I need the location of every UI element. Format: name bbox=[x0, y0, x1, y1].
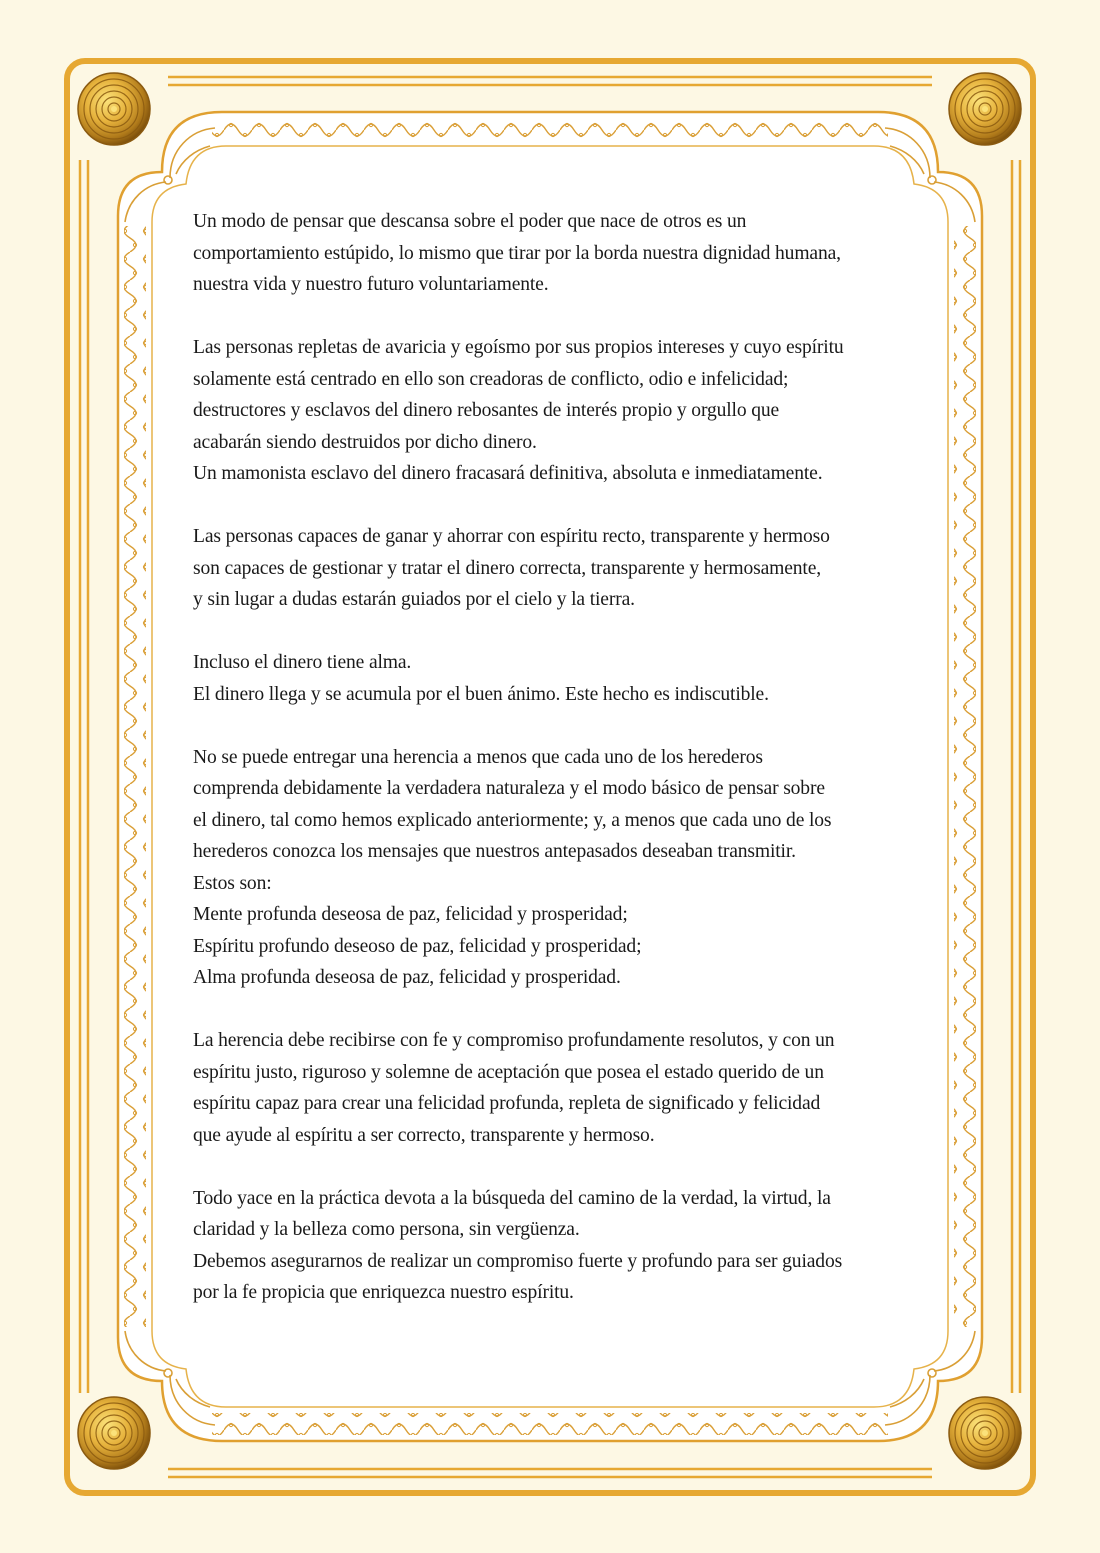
text-line: nuestra vida y nuestro futuro voluntariamente. bbox=[193, 274, 549, 295]
paragraph-1 bbox=[193, 206, 953, 301]
paragraph-4 bbox=[193, 647, 953, 710]
text-line: espíritu justo, riguroso y solemne de aceptación que posea el estado querido de un bbox=[193, 1061, 824, 1083]
text-line: claridad y la belleza como persona, sin vergüenza. bbox=[193, 1219, 580, 1240]
text-line: Un mamonista esclavo del dinero fracasará definitiva, absoluta e inmediatamente. bbox=[193, 463, 823, 484]
text-line: Todo yace en la práctica devota a la búsqueda del camino de la verdad, la virtud, la bbox=[193, 1187, 831, 1209]
medallion-icon bbox=[78, 73, 150, 145]
paragraph-7 bbox=[193, 1183, 953, 1309]
paragraph-2 bbox=[193, 332, 953, 490]
text-line: Incluso el dinero tiene alma. bbox=[193, 652, 412, 673]
text-line: Estos son: bbox=[193, 872, 272, 894]
text-line: por la fe propicia que enriquezca nuestro espíritu. bbox=[193, 1282, 574, 1303]
medallion-icon bbox=[949, 1397, 1021, 1469]
paragraph-6 bbox=[193, 1025, 953, 1151]
text-line: y sin lugar a dudas estarán guiados por el cielo y la tierra. bbox=[193, 589, 635, 610]
text-line: La herencia debe recibirse con fe y compromiso profundamente resolutos, y con un bbox=[193, 1030, 835, 1051]
text-line: acabarán siendo destruidos por dicho dinero. bbox=[193, 431, 537, 453]
text-line: solamente está centrado en ello son creadoras de conflicto, odio e infelicidad; bbox=[193, 368, 789, 390]
text-line: Las personas repletas de avaricia y egoísmo por sus propios intereses y cuyo espíritu bbox=[193, 337, 844, 358]
text-line: Debemos asegurarnos de realizar un compromiso fuerte y profundo para ser guiados bbox=[193, 1250, 843, 1272]
text-line: espíritu capaz para crear una felicidad profunda, repleta de significado y felicidad bbox=[193, 1093, 821, 1114]
text-line: el dinero, tal como hemos explicado anteriormente; y, a menos que cada uno de los bbox=[193, 809, 832, 831]
text-line: Un modo de pensar que descansa sobre el poder que nace de otros es un bbox=[193, 211, 747, 232]
text-line: Mente profunda deseosa de paz, felicidad y prosperidad; bbox=[193, 904, 628, 925]
text-line: Espíritu profundo deseoso de paz, felicidad y prosperidad; bbox=[193, 935, 642, 957]
document-body bbox=[193, 206, 953, 1340]
text-line: herederos conozca los mensajes que nuestros antepasados deseaban transmitir. bbox=[193, 841, 796, 862]
text-line: Las personas capaces de ganar y ahorrar con espíritu recto, transparente y hermoso bbox=[193, 526, 830, 547]
medallion-icon bbox=[78, 1397, 150, 1469]
text-line: son capaces de gestionar y tratar el dinero correcta, transparente y hermosamente, bbox=[193, 557, 822, 579]
text-line: El dinero llega y se acumula por el buen ánimo. Este hecho es indiscutible. bbox=[193, 683, 769, 705]
paragraph-5 bbox=[193, 742, 953, 994]
text-line: No se puede entregar una herencia a menos que cada uno de los herederos bbox=[193, 746, 763, 768]
text-line: comportamiento estúpido, lo mismo que tirar por la borda nuestra dignidad humana, bbox=[193, 242, 841, 264]
medallion-icon bbox=[949, 73, 1021, 145]
text-line: Alma profunda deseosa de paz, felicidad y prosperidad. bbox=[193, 967, 621, 988]
text-line: que ayude al espíritu a ser correcto, transparente y hermoso. bbox=[193, 1124, 655, 1146]
text-line: destructores y esclavos del dinero rebosantes de interés propio y orgullo que bbox=[193, 400, 780, 421]
text-line: comprenda debidamente la verdadera naturaleza y el modo básico de pensar sobre bbox=[193, 778, 825, 799]
paragraph-3 bbox=[193, 521, 953, 616]
